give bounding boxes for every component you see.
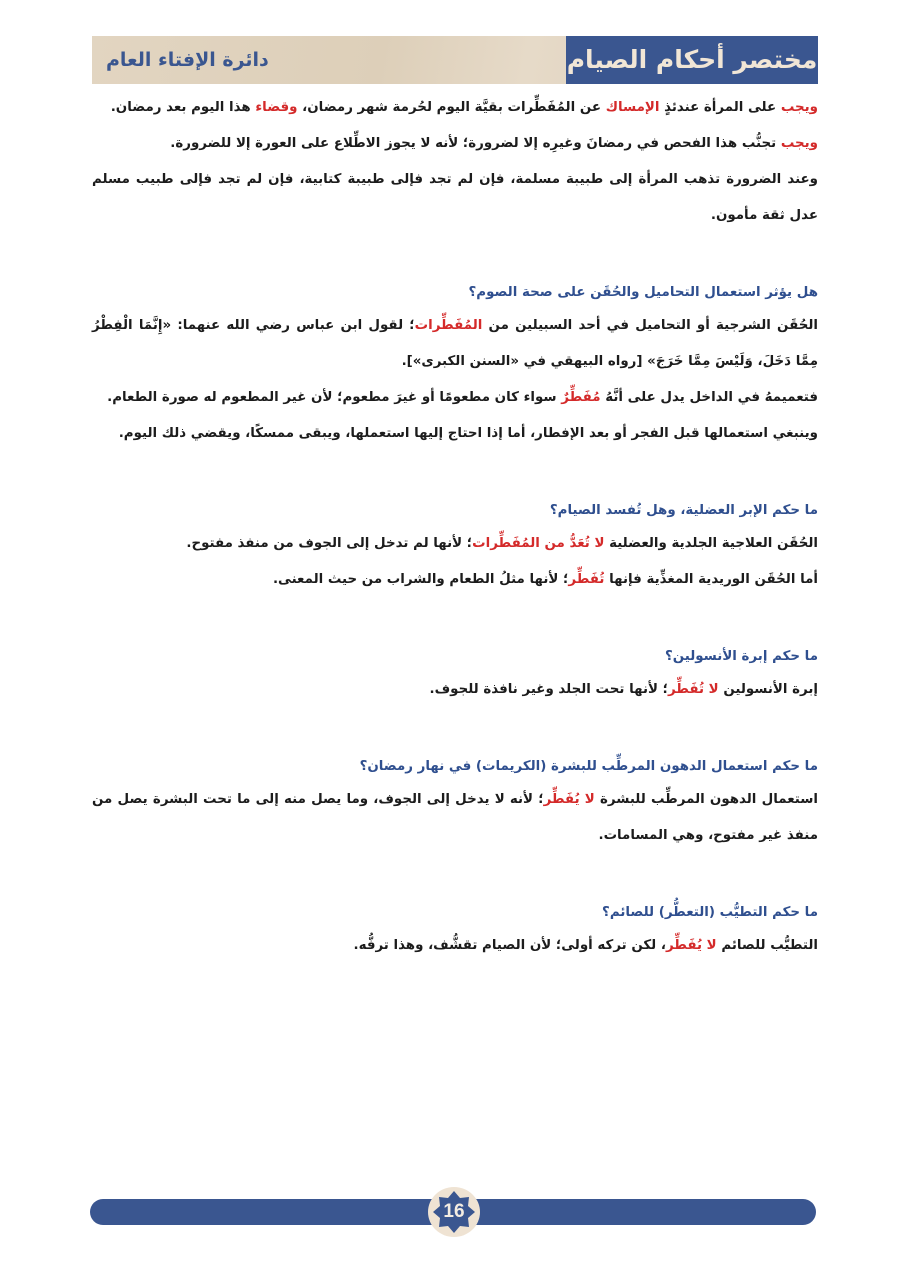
text-run: أما الحُقَن الوريدية المغذِّية فإنها bbox=[604, 572, 818, 587]
text-run: الحُقَن العلاجية الجلدية والعضلية bbox=[604, 536, 818, 551]
book-title: مختصر أحكام الصيام bbox=[566, 36, 818, 84]
paragraph bbox=[92, 672, 818, 708]
highlighted-term: لا يُفَطِّر bbox=[665, 938, 717, 953]
text-run: ؛ لأنها لم تدخل إلى الجوف من منفذ مفتوح. bbox=[186, 536, 473, 551]
text-run: فتعميمهُ في الداخل يدل على أنَّهُ bbox=[600, 390, 818, 405]
question-heading: ما حكم الإبر العضلية، وهل تُفسد الصيام؟ bbox=[549, 503, 818, 518]
text-run: ؛ لقول ابن عباس رضي الله عنهما: «إِنَّمَا الْفِطْرُ مِمَّا دَخَلَ، وَلَيْسَ مِمَّا خَرَجَ» [رواه البيهقي في «السنن الكبرى»]. bbox=[92, 318, 818, 369]
text-run: عن المُفَطِّرات بقيَّة اليوم لحُرمة شهر رمضان، bbox=[297, 100, 606, 115]
highlighted-term: الإمساك bbox=[605, 100, 660, 115]
highlighted-term: ويجب bbox=[780, 100, 818, 115]
page-header bbox=[92, 36, 818, 84]
page-content bbox=[92, 90, 818, 964]
paragraph bbox=[92, 526, 818, 562]
paragraph bbox=[92, 126, 818, 162]
paragraph bbox=[92, 162, 818, 234]
paragraph bbox=[92, 416, 818, 452]
text-run: ؛ لأنها تحت الجلد وغير نافذة للجوف. bbox=[429, 682, 668, 697]
text-run: إبرة الأنسولين bbox=[718, 682, 818, 697]
question-heading: هل يؤثر استعمال التحاميل والحُقَن على صحة الصوم؟ bbox=[468, 285, 818, 300]
highlighted-term: ويجب bbox=[780, 136, 818, 151]
text-run: وعند الضرورة تذهب المرأة إلى طبيبة مسلمة، فإن لم تجد فإلى طبيبة كتابية، فإن لم تجد فإلى طبيب مسلم عدل ثقة مأمون. bbox=[92, 172, 818, 223]
paragraph bbox=[92, 380, 818, 416]
paragraph bbox=[92, 308, 818, 380]
text-run: ؛ لأنها مثلُ الطعام والشراب من حيث المعنى. bbox=[272, 572, 569, 587]
text-run: تجنُّب هذا الفحص في رمضانَ وغيرِه إلا لضرورة؛ لأنه لا يجوز الاطِّلاع على العورة إلا للضرورة. bbox=[170, 136, 781, 151]
text-run: التطيُّب للصائم bbox=[716, 938, 818, 953]
highlighted-term: تُفَطِّر bbox=[568, 572, 605, 587]
paragraph bbox=[92, 782, 818, 854]
text-run: استعمال الدهون المرطِّب للبشرة bbox=[594, 792, 818, 807]
text-run: سواء كان مطعومًا أو غيرَ مطعوم؛ لأن غير المطعوم له صورة الطعام. bbox=[107, 390, 562, 405]
paragraph bbox=[92, 562, 818, 598]
text-run: ؛ لأنه لا يدخل إلى الجوف، وما يصل منه إلى ما تحت البشرة يصل من منفذ غير مفتوح، وهي المسامات. bbox=[92, 792, 818, 843]
question-heading: ما حكم إبرة الأنسولين؟ bbox=[664, 649, 818, 664]
text-run: هذا اليوم بعد رمضان. bbox=[110, 100, 256, 115]
question-heading: ما حكم التطيُّب (التعطُّر) للصائم؟ bbox=[602, 905, 818, 920]
text-run: الحُقَن الشرجية أو التحاميل في أحد السبيلين من bbox=[482, 318, 818, 333]
page-number: 16 bbox=[443, 1201, 465, 1222]
text-run: ، لكن تركه أولى؛ لأن الصيام تقشُّف، وهذا ترفُّه. bbox=[353, 938, 666, 953]
text-run: على المرأة عندئذٍ bbox=[659, 100, 781, 115]
highlighted-term: لا يُفَطِّر bbox=[543, 792, 595, 807]
highlighted-term: مُفَطِّرٌ bbox=[561, 390, 601, 405]
organization-name: دائرة الإفتاء العام bbox=[106, 49, 269, 71]
highlighted-term: لا تُفَطِّر bbox=[667, 682, 719, 697]
highlighted-term: المُفَطِّرات bbox=[414, 318, 483, 333]
question-heading: ما حكم استعمال الدهون المرطِّب للبشرة (الكريمات) في نهار رمضان؟ bbox=[359, 759, 818, 774]
paragraph bbox=[92, 928, 818, 964]
text-run: وينبغي استعمالها قبل الفجر أو بعد الإفطار، أما إذا احتاج إليها استعملها، ويبقى ممسكًا، ويقضي ذلك اليوم. bbox=[118, 426, 818, 441]
highlighted-term: لا تُعَدُّ من المُفَطِّرات bbox=[472, 536, 605, 551]
highlighted-term: وقضاء bbox=[255, 100, 298, 115]
paragraph bbox=[92, 90, 818, 126]
